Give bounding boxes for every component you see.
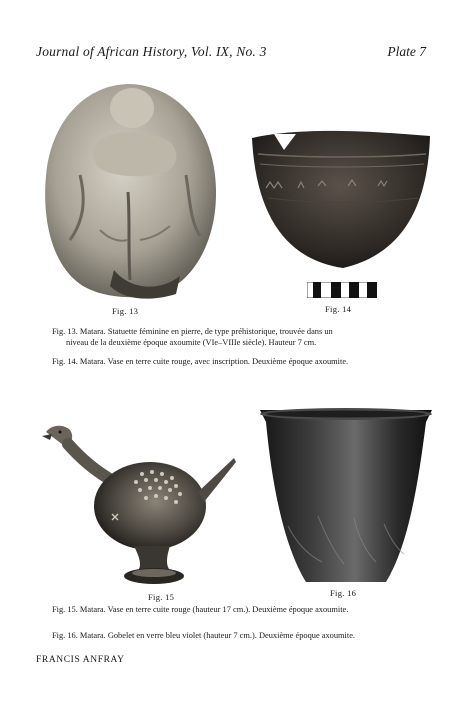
scale-bar [307, 282, 377, 298]
caption-fig14: Fig. 14. Matara. Vase en terre cuite rouge, avec inscription. Deuxième époque axoumite. [52, 357, 349, 366]
bird-vase-photo [38, 418, 238, 590]
caption-fig15: Fig. 15. Matara. Vase en terre cuite rouge (hauteur 17 cm.). Deuxième époque axoumite. [52, 605, 349, 614]
caption-fig13-line1: Fig. 13. Matara. Statuette féminine en pierre, de type préhistorique, trouvée dans un [52, 327, 333, 336]
caption-fig13-line2: niveau de la deuxième époque axoumite (VIe–VIIIe siècle). Hauteur 7 cm. [66, 338, 317, 347]
glass-goblet-illustration [258, 406, 434, 586]
caption-fig16: Fig. 16. Matara. Gobelet en verre bleu violet (hauteur 7 cm.). Deuxième époque axoumite. [52, 631, 356, 640]
plate-number: Plate 7 [387, 44, 426, 59]
inscribed-vase-photo [248, 128, 433, 273]
author-name: FRANCIS ANFRAY [36, 655, 125, 665]
glass-goblet-photo [258, 406, 434, 586]
fig14-label: Fig. 14 [325, 304, 352, 314]
inscribed-vase-illustration [248, 128, 433, 273]
fig15-label: Fig. 15 [148, 592, 175, 602]
statuette-photo [40, 80, 220, 300]
journal-title: Journal of African History, Vol. IX, No. 3 [36, 44, 267, 59]
statuette-illustration [40, 80, 220, 300]
page-header [36, 44, 426, 64]
fig16-label: Fig. 16 [330, 588, 357, 598]
fig13-label: Fig. 13 [112, 306, 139, 316]
caption-fig13 [52, 326, 432, 348]
bird-vase-illustration [38, 418, 238, 590]
